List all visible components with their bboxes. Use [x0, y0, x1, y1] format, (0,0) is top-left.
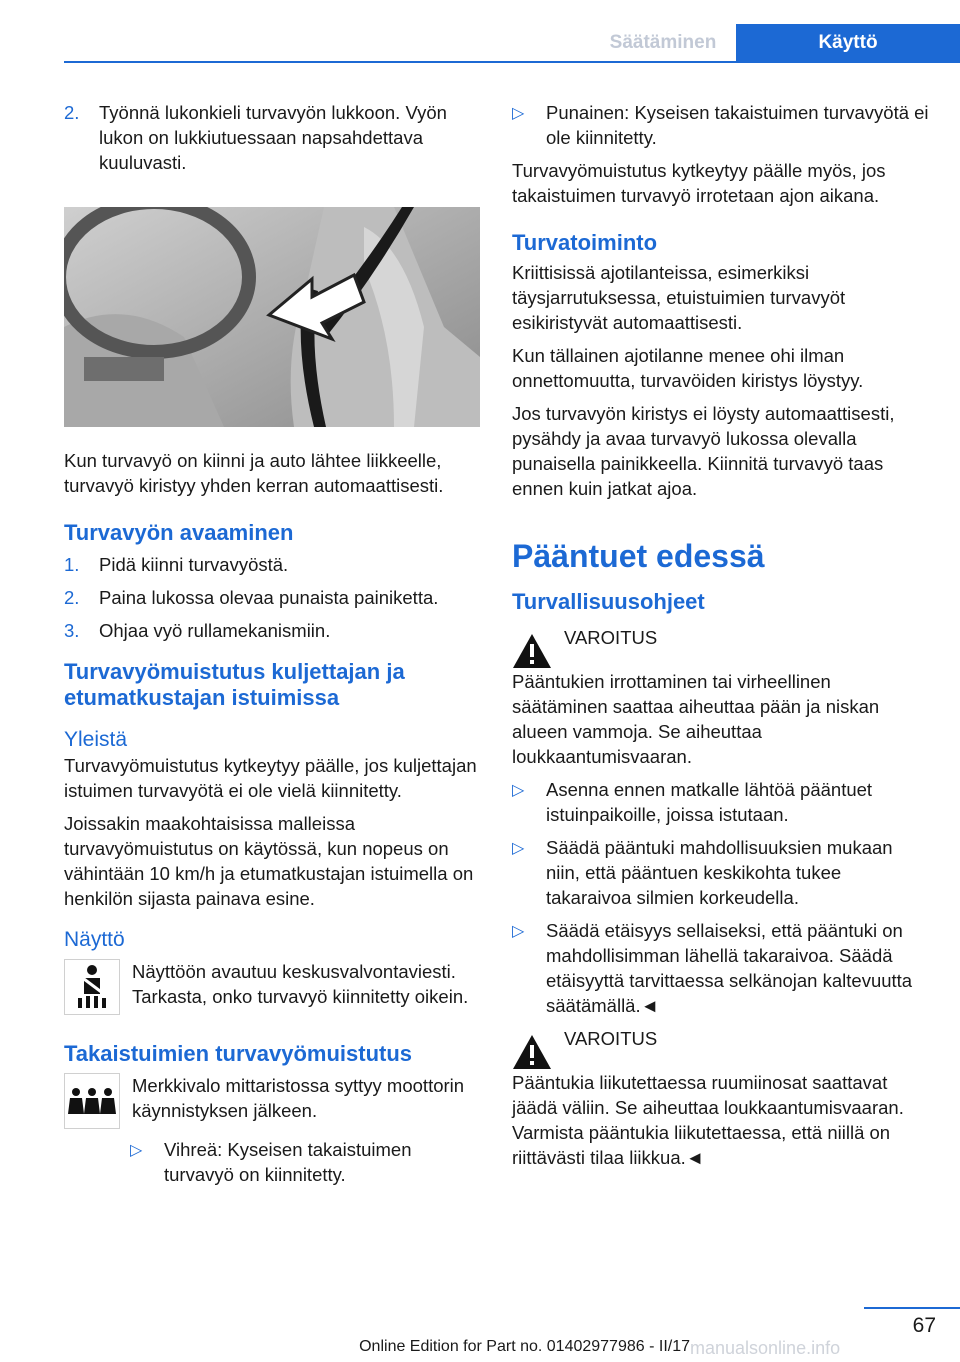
paragraph: Turvavyömuistutus kytkeytyy päälle, jos kuljettajan istuimen turvavyötä ei ole vielä kiinnitetty. [64, 755, 477, 801]
list-item [512, 777, 930, 827]
left-column [64, 100, 482, 1195]
step-text: Työnnä lukonkieli turvavyön lukkoon. Vyön lukon on lukkiutuessaan napsahdettava kuuluvasti. [99, 102, 447, 173]
bullet-text: Säädä etäisyys sellaiseksi, että pääntuki on mahdollisimman lähellä takaraivoa. Säädä etäisyyttä tarvittaessa selkänojan kaltevuutta säätämällä.◄ [546, 920, 913, 1016]
warning-label: VAROITUS [564, 627, 658, 648]
warning-text: Pääntukien irrottaminen tai virheellinen säätäminen saattaa aiheuttaa pään ja niskan alueen vammoja. Se aiheuttaa loukkaantumisvaaran. [512, 671, 880, 767]
seatbelt-warning-icon [64, 959, 120, 1015]
step-number: 3. [64, 620, 80, 641]
bullet-text: Asenna ennen matkalle lähtöä pääntuet istuinpaikoille, joissa istutaan. [546, 779, 873, 825]
warning-triangle-icon [512, 633, 552, 669]
list-item [64, 585, 482, 610]
tab-kaytto[interactable]: Käyttö [736, 24, 960, 62]
list-item [130, 1137, 482, 1187]
paragraph: Kriittisissä ajotilanteissa, esimerkiksi täysjarrutuksessa, etuistuimien turvavyöt esikiristyvät automaattisesti. [512, 262, 846, 333]
list-item [512, 918, 930, 1018]
rear-seatbelt-icon [64, 1073, 120, 1129]
bullet-text: Vihreä: Kyseisen takaistuimen turvavyö on kiinnitetty. [164, 1139, 412, 1185]
tab-saataminen[interactable]: Säätäminen [590, 24, 736, 62]
warning-block [512, 1026, 930, 1070]
heading-function: Turvatoiminto [512, 230, 658, 255]
step-text: Ohjaa vyö rullamekanismiin. [99, 620, 331, 641]
heading-general: Yleistä [64, 728, 128, 751]
heading-safety: Turvallisuusohjeet [512, 589, 705, 614]
paragraph: Kun turvavyö on kiinni ja auto lähtee liikkeelle, turvavyö kiristyy yhden kerran automaattisesti. [64, 450, 444, 496]
rear-text: Merkkivalo mittaristossa syttyy moottorin käynnistyksen jälkeen. [132, 1075, 465, 1121]
heading-open: Turvavyön avaaminen [64, 520, 294, 545]
step-number: 2. [64, 587, 80, 608]
warning-block [512, 625, 930, 669]
paragraph: Jos turvavyön kiristys ei löysty automaattisesti, pysähdy ja avaa turvavyö lukossa olevalla punaisella painikkeella. Kiinnitä turvavyö taas ennen kuin jatkat ajoa. [512, 403, 895, 499]
list-item [64, 100, 482, 175]
heading-display: Näyttö [64, 928, 125, 951]
page-number: 67 [912, 1314, 936, 1337]
right-column [512, 100, 930, 1178]
triangle-bullet-icon: ▷ [512, 782, 525, 799]
open-steps-list [64, 552, 482, 643]
step-number: 2. [64, 102, 80, 123]
list-item [512, 835, 930, 910]
step-text: Paina lukossa olevaa punaista painiketta. [99, 587, 439, 608]
paragraph: Joissakin maakohtaisissa malleissa turvavyömuistutus on käytössä, kun nopeus on vähintään 10 km/h ja etumatkustajan istuimella on henkilön sijasta painava esine. [64, 813, 474, 909]
display-row [64, 959, 482, 1015]
paragraph: Kun tällainen ajotilanne menee ohi ilman onnettomuutta, turvavöiden kiristys löystyy. [512, 345, 864, 391]
step-number: 1. [64, 554, 80, 575]
edition-text: Online Edition for Part no. 01402977986 - II/17 [359, 1338, 690, 1355]
footer-divider [864, 1307, 960, 1309]
header-divider [64, 61, 960, 63]
display-text: Näyttöön avautuu keskusvalvontaviesti. Tarkasta, onko turvavyö kiinnitetty oikein. [132, 961, 469, 1007]
list-item [64, 552, 482, 577]
step-text: Pidä kiinni turvavyöstä. [99, 554, 289, 575]
bullet-text: Punainen: Kyseisen takaistuimen turvavyötä ei ole kiinnitetty. [546, 102, 929, 148]
list-item [512, 100, 930, 150]
triangle-bullet-icon: ▷ [512, 840, 525, 857]
rear-row [64, 1073, 482, 1129]
warning-triangle-icon [512, 1034, 552, 1070]
warning-label: VAROITUS [564, 1028, 658, 1049]
triangle-bullet-icon: ▷ [130, 1142, 143, 1159]
triangle-bullet-icon: ▷ [512, 105, 525, 122]
watermark: manualsonline.info [690, 1338, 841, 1358]
paragraph: Turvavyömuistutus kytkeytyy päälle myös, jos takaistuimen turvavyö irrotetaan ajon aikana. [512, 160, 886, 206]
heading-rear: Takaistuimien turvavyömuistutus [64, 1041, 413, 1066]
heading-reminder: Turvavyömuistutus kuljettajan ja etumatkustajan istuimissa [64, 659, 405, 710]
warning-text: Pääntukia liikutettaessa ruumiinosat saattavat jäädä väliin. Se aiheuttaa loukkaantumisvaaran. Varmista pääntukia liikutettaessa, että niillä on riittävästi tilaa liikkua.◄ [512, 1072, 904, 1168]
list-item [64, 618, 482, 643]
heading-headrests: Pääntuet edessä [512, 538, 765, 574]
bullet-text: Säädä pääntuki mahdollisuuksien mukaan niin, että pääntuen keskikohta tukee takaraivoa silmien korkeudella. [546, 837, 893, 908]
seatbelt-photo [64, 207, 480, 427]
triangle-bullet-icon: ▷ [512, 923, 525, 940]
